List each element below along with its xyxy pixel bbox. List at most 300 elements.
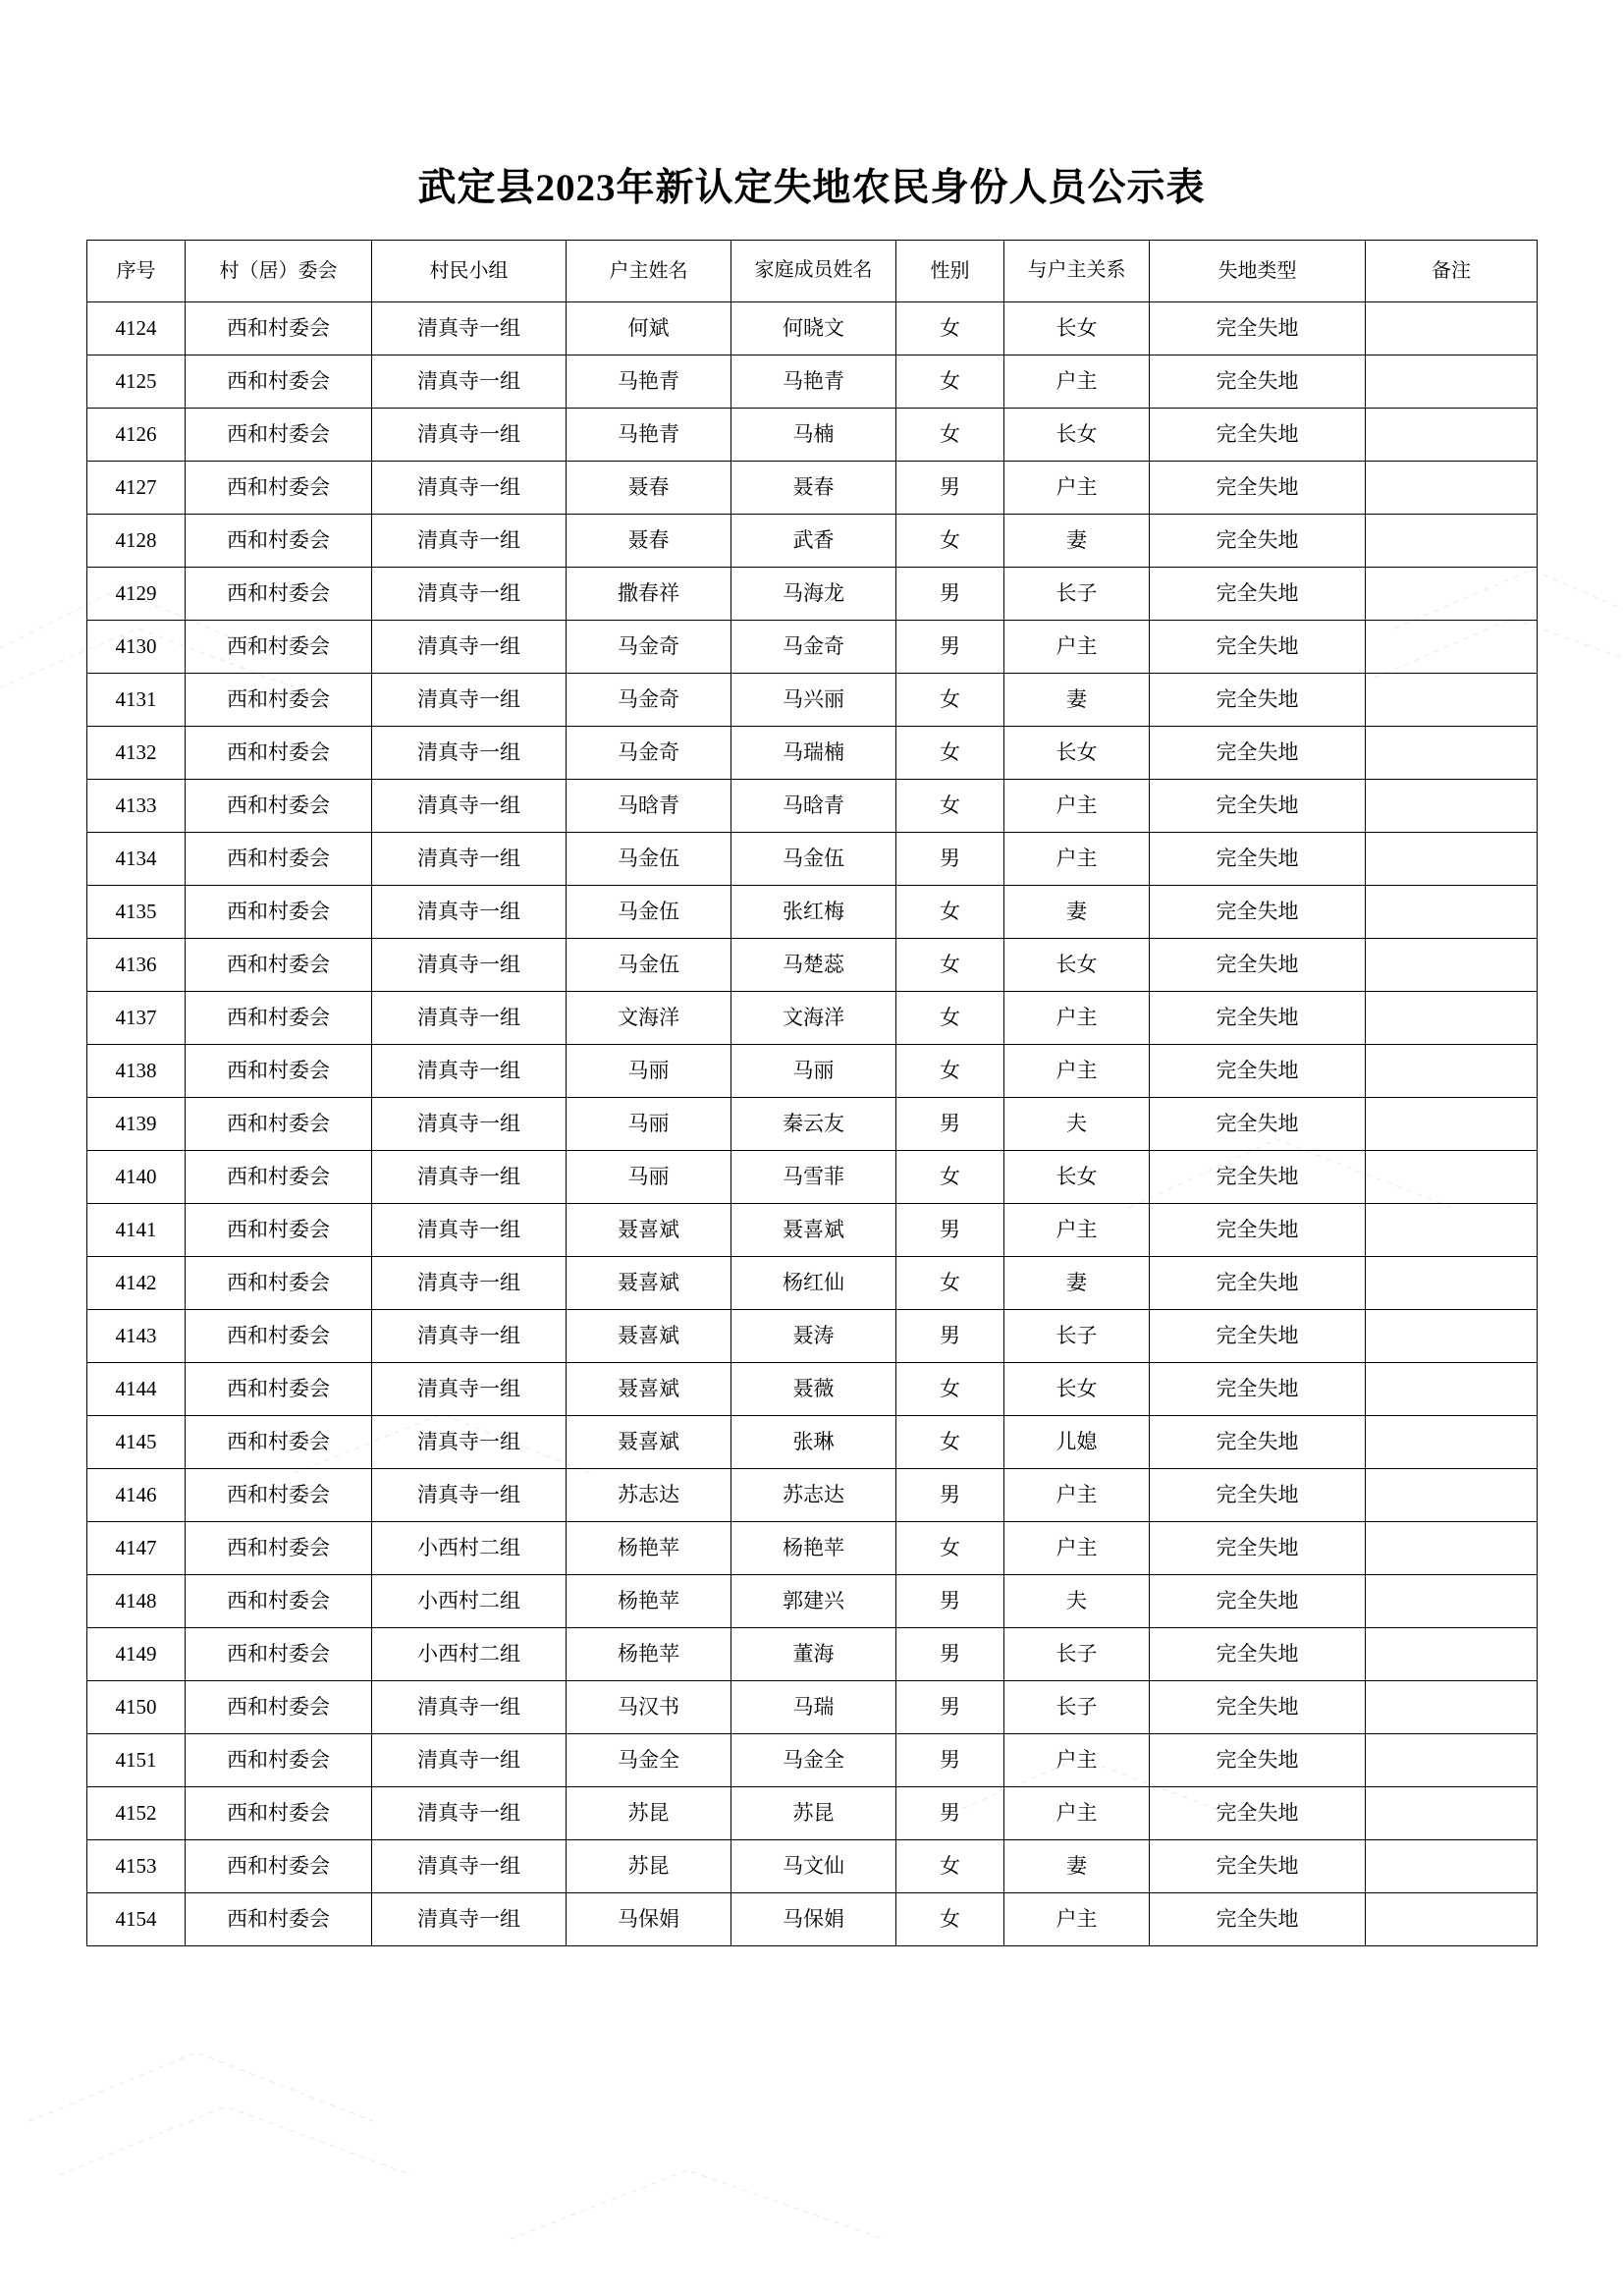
cell-member-name: 杨红仙: [731, 1257, 896, 1310]
cell-member-name: 马雪菲: [731, 1151, 896, 1204]
cell-remark: [1366, 1363, 1538, 1416]
cell-remark: [1366, 833, 1538, 886]
cell-householder: 马艳青: [567, 409, 731, 462]
cell-seq: 4127: [87, 462, 186, 515]
cell-member-name: 聂喜斌: [731, 1204, 896, 1257]
cell-remark: [1366, 515, 1538, 568]
cell-relation: 户主: [1004, 355, 1150, 409]
cell-householder: 马金奇: [567, 674, 731, 727]
cell-householder: 马汉书: [567, 1681, 731, 1734]
cell-remark: [1366, 727, 1538, 780]
cell-relation: 长女: [1004, 1151, 1150, 1204]
cell-gender: 女: [896, 886, 1004, 939]
cell-householder: 撒春祥: [567, 568, 731, 621]
cell-relation: 夫: [1004, 1575, 1150, 1628]
cell-member-name: 马瑞楠: [731, 727, 896, 780]
cell-group: 清真寺一组: [372, 1416, 567, 1469]
cell-remark: [1366, 1734, 1538, 1787]
cell-relation: 户主: [1004, 1787, 1150, 1840]
cell-householder: 马金伍: [567, 939, 731, 992]
cell-relation: 长女: [1004, 1363, 1150, 1416]
cell-seq: 4125: [87, 355, 186, 409]
cell-householder: 聂喜斌: [567, 1204, 731, 1257]
cell-village: 西和村委会: [186, 409, 372, 462]
cell-group: 清真寺一组: [372, 302, 567, 355]
cell-loss-type: 完全失地: [1150, 621, 1366, 674]
cell-seq: 4130: [87, 621, 186, 674]
table-header-row: [87, 241, 1538, 302]
cell-gender: 男: [896, 1628, 1004, 1681]
cell-loss-type: 完全失地: [1150, 674, 1366, 727]
cell-village: 西和村委会: [186, 886, 372, 939]
cell-group: 清真寺一组: [372, 355, 567, 409]
cell-remark: [1366, 886, 1538, 939]
cell-gender: 女: [896, 939, 1004, 992]
cell-relation: 妻: [1004, 515, 1150, 568]
cell-village: 西和村委会: [186, 1681, 372, 1734]
cell-relation: 户主: [1004, 1045, 1150, 1098]
cell-seq: 4150: [87, 1681, 186, 1734]
cell-seq: 4138: [87, 1045, 186, 1098]
cell-loss-type: 完全失地: [1150, 1045, 1366, 1098]
cell-relation: 长子: [1004, 1681, 1150, 1734]
cell-village: 西和村委会: [186, 1840, 372, 1893]
cell-seq: 4126: [87, 409, 186, 462]
cell-householder: 聂喜斌: [567, 1363, 731, 1416]
cell-member-name: 郭建兴: [731, 1575, 896, 1628]
cell-group: 清真寺一组: [372, 1893, 567, 1946]
cell-member-name: 董海: [731, 1628, 896, 1681]
cell-gender: 男: [896, 1469, 1004, 1522]
cell-householder: 马保娟: [567, 1893, 731, 1946]
cell-gender: 女: [896, 409, 1004, 462]
cell-group: 小西村二组: [372, 1628, 567, 1681]
cell-householder: 苏昆: [567, 1787, 731, 1840]
cell-member-name: 马金伍: [731, 833, 896, 886]
cell-relation: 妻: [1004, 886, 1150, 939]
cell-householder: 马金伍: [567, 833, 731, 886]
page-title: 武定县2023年新认定失地农民身份人员公示表: [417, 167, 1206, 209]
column-header-gender: 性别: [896, 241, 1004, 302]
cell-village: 西和村委会: [186, 1787, 372, 1840]
cell-relation: 长子: [1004, 568, 1150, 621]
cell-loss-type: 完全失地: [1150, 1310, 1366, 1363]
cell-village: 西和村委会: [186, 1628, 372, 1681]
cell-village: 西和村委会: [186, 1310, 372, 1363]
cell-loss-type: 完全失地: [1150, 1840, 1366, 1893]
cell-loss-type: 完全失地: [1150, 727, 1366, 780]
cell-householder: 苏昆: [567, 1840, 731, 1893]
cell-member-name: 马文仙: [731, 1840, 896, 1893]
cell-gender: 女: [896, 1840, 1004, 1893]
cell-householder: 聂春: [567, 462, 731, 515]
cell-seq: 4137: [87, 992, 186, 1045]
cell-member-name: 张琳: [731, 1416, 896, 1469]
cell-member-name: 杨艳苹: [731, 1522, 896, 1575]
cell-gender: 女: [896, 727, 1004, 780]
cell-loss-type: 完全失地: [1150, 1522, 1366, 1575]
cell-relation: 户主: [1004, 833, 1150, 886]
cell-member-name: 马艳青: [731, 355, 896, 409]
cell-seq: 4132: [87, 727, 186, 780]
cell-group: 清真寺一组: [372, 833, 567, 886]
cell-relation: 长子: [1004, 1628, 1150, 1681]
cell-member-name: 马海龙: [731, 568, 896, 621]
cell-village: 西和村委会: [186, 355, 372, 409]
cell-group: 清真寺一组: [372, 939, 567, 992]
cell-group: 清真寺一组: [372, 992, 567, 1045]
cell-remark: [1366, 462, 1538, 515]
cell-seq: 4128: [87, 515, 186, 568]
cell-relation: 户主: [1004, 462, 1150, 515]
table-row: [87, 1522, 1538, 1575]
cell-gender: 男: [896, 1681, 1004, 1734]
cell-group: 清真寺一组: [372, 1840, 567, 1893]
cell-remark: [1366, 992, 1538, 1045]
cell-gender: 女: [896, 1151, 1004, 1204]
cell-seq: 4142: [87, 1257, 186, 1310]
cell-householder: 马丽: [567, 1151, 731, 1204]
table-row: [87, 302, 1538, 355]
table-row: [87, 621, 1538, 674]
cell-group: 清真寺一组: [372, 727, 567, 780]
cell-householder: 马金奇: [567, 621, 731, 674]
cell-member-name: 张红梅: [731, 886, 896, 939]
cell-householder: 杨艳苹: [567, 1628, 731, 1681]
cell-relation: 户主: [1004, 1734, 1150, 1787]
cell-remark: [1366, 355, 1538, 409]
cell-seq: 4145: [87, 1416, 186, 1469]
cell-gender: 男: [896, 462, 1004, 515]
cell-remark: [1366, 1893, 1538, 1946]
table-row: [87, 462, 1538, 515]
cell-member-name: 马楠: [731, 409, 896, 462]
cell-remark: [1366, 1257, 1538, 1310]
column-header-member-name: [731, 241, 896, 302]
cell-gender: 男: [896, 833, 1004, 886]
column-header-member-name-text: 家庭成员姓名: [754, 259, 873, 282]
cell-remark: [1366, 1416, 1538, 1469]
cell-householder: 聂喜斌: [567, 1257, 731, 1310]
cell-remark: [1366, 1151, 1538, 1204]
column-header-relation-text: 与户主关系: [1027, 259, 1126, 282]
table-row: [87, 409, 1538, 462]
cell-group: 清真寺一组: [372, 1045, 567, 1098]
cell-seq: 4149: [87, 1628, 186, 1681]
table-row: [87, 1310, 1538, 1363]
cell-householder: 马丽: [567, 1045, 731, 1098]
column-header-loss-type: 失地类型: [1150, 241, 1366, 302]
cell-group: 清真寺一组: [372, 621, 567, 674]
cell-gender: 女: [896, 302, 1004, 355]
cell-group: 清真寺一组: [372, 886, 567, 939]
cell-loss-type: 完全失地: [1150, 409, 1366, 462]
cell-householder: 杨艳苹: [567, 1575, 731, 1628]
cell-relation: 户主: [1004, 1893, 1150, 1946]
cell-seq: 4147: [87, 1522, 186, 1575]
cell-gender: 男: [896, 1098, 1004, 1151]
cell-village: 西和村委会: [186, 992, 372, 1045]
cell-village: 西和村委会: [186, 1734, 372, 1787]
cell-loss-type: 完全失地: [1150, 939, 1366, 992]
cell-seq: 4140: [87, 1151, 186, 1204]
cell-gender: 女: [896, 1522, 1004, 1575]
cell-relation: 长子: [1004, 1310, 1150, 1363]
cell-group: 小西村二组: [372, 1575, 567, 1628]
cell-loss-type: 完全失地: [1150, 780, 1366, 833]
cell-loss-type: 完全失地: [1150, 1151, 1366, 1204]
cell-gender: 女: [896, 1257, 1004, 1310]
cell-gender: 女: [896, 515, 1004, 568]
cell-householder: 马金全: [567, 1734, 731, 1787]
cell-relation: 长女: [1004, 302, 1150, 355]
public-notice-table: [86, 240, 1538, 1946]
cell-village: 西和村委会: [186, 462, 372, 515]
cell-loss-type: 完全失地: [1150, 462, 1366, 515]
cell-loss-type: 完全失地: [1150, 1469, 1366, 1522]
cell-gender: 女: [896, 780, 1004, 833]
column-header-group: 村民小组: [372, 241, 567, 302]
table-row: [87, 1787, 1538, 1840]
cell-remark: [1366, 1575, 1538, 1628]
cell-remark: [1366, 1628, 1538, 1681]
cell-relation: 儿媳: [1004, 1416, 1150, 1469]
cell-group: 清真寺一组: [372, 1257, 567, 1310]
cell-relation: 户主: [1004, 780, 1150, 833]
cell-seq: 4135: [87, 886, 186, 939]
cell-householder: 苏志达: [567, 1469, 731, 1522]
cell-member-name: 马金全: [731, 1734, 896, 1787]
table-row: [87, 674, 1538, 727]
cell-group: 小西村二组: [372, 1522, 567, 1575]
cell-remark: [1366, 1469, 1538, 1522]
cell-householder: 马丽: [567, 1098, 731, 1151]
cell-remark: [1366, 1204, 1538, 1257]
table-row: [87, 833, 1538, 886]
cell-seq: 4139: [87, 1098, 186, 1151]
table-body: [87, 302, 1538, 1946]
table-row: [87, 780, 1538, 833]
cell-seq: 4144: [87, 1363, 186, 1416]
cell-gender: 女: [896, 1045, 1004, 1098]
cell-seq: 4151: [87, 1734, 186, 1787]
cell-seq: 4148: [87, 1575, 186, 1628]
cell-remark: [1366, 568, 1538, 621]
cell-member-name: 聂春: [731, 462, 896, 515]
cell-loss-type: 完全失地: [1150, 355, 1366, 409]
cell-seq: 4152: [87, 1787, 186, 1840]
cell-group: 清真寺一组: [372, 1363, 567, 1416]
cell-member-name: 何晓文: [731, 302, 896, 355]
table-row: [87, 568, 1538, 621]
cell-village: 西和村委会: [186, 1522, 372, 1575]
cell-village: 西和村委会: [186, 780, 372, 833]
cell-relation: 长女: [1004, 727, 1150, 780]
cell-remark: [1366, 1098, 1538, 1151]
cell-householder: 聂喜斌: [567, 1310, 731, 1363]
cell-loss-type: 完全失地: [1150, 568, 1366, 621]
cell-householder: 何斌: [567, 302, 731, 355]
table-row: [87, 992, 1538, 1045]
cell-village: 西和村委会: [186, 1098, 372, 1151]
cell-member-name: 文海洋: [731, 992, 896, 1045]
cell-remark: [1366, 621, 1538, 674]
cell-relation: 妻: [1004, 1840, 1150, 1893]
cell-village: 西和村委会: [186, 833, 372, 886]
column-header-householder: 户主姓名: [567, 241, 731, 302]
cell-loss-type: 完全失地: [1150, 1893, 1366, 1946]
cell-village: 西和村委会: [186, 1893, 372, 1946]
cell-relation: 户主: [1004, 1522, 1150, 1575]
column-header-remark: 备注: [1366, 241, 1538, 302]
cell-gender: 男: [896, 1734, 1004, 1787]
cell-remark: [1366, 939, 1538, 992]
table-row: [87, 1681, 1538, 1734]
cell-village: 西和村委会: [186, 302, 372, 355]
table-row: [87, 1628, 1538, 1681]
cell-gender: 男: [896, 568, 1004, 621]
cell-member-name: 聂薇: [731, 1363, 896, 1416]
cell-village: 西和村委会: [186, 1469, 372, 1522]
cell-group: 清真寺一组: [372, 1734, 567, 1787]
cell-remark: [1366, 1681, 1538, 1734]
cell-group: 清真寺一组: [372, 1681, 567, 1734]
table-row: [87, 515, 1538, 568]
cell-member-name: 秦云友: [731, 1098, 896, 1151]
cell-gender: 男: [896, 621, 1004, 674]
cell-remark: [1366, 1522, 1538, 1575]
cell-village: 西和村委会: [186, 727, 372, 780]
cell-relation: 户主: [1004, 1204, 1150, 1257]
cell-gender: 男: [896, 1787, 1004, 1840]
cell-relation: 夫: [1004, 1098, 1150, 1151]
cell-loss-type: 完全失地: [1150, 1098, 1366, 1151]
cell-relation: 户主: [1004, 621, 1150, 674]
cell-member-name: 聂涛: [731, 1310, 896, 1363]
cell-loss-type: 完全失地: [1150, 1681, 1366, 1734]
table-row: [87, 355, 1538, 409]
cell-group: 清真寺一组: [372, 1151, 567, 1204]
cell-village: 西和村委会: [186, 1257, 372, 1310]
cell-relation: 长女: [1004, 939, 1150, 992]
cell-remark: [1366, 780, 1538, 833]
cell-householder: 马金伍: [567, 886, 731, 939]
cell-remark: [1366, 302, 1538, 355]
cell-loss-type: 完全失地: [1150, 1734, 1366, 1787]
cell-group: 清真寺一组: [372, 1787, 567, 1840]
cell-village: 西和村委会: [186, 568, 372, 621]
cell-relation: 户主: [1004, 992, 1150, 1045]
cell-gender: 男: [896, 1310, 1004, 1363]
cell-seq: 4131: [87, 674, 186, 727]
table-row: [87, 1840, 1538, 1893]
cell-gender: 女: [896, 674, 1004, 727]
cell-householder: 杨艳苹: [567, 1522, 731, 1575]
cell-seq: 4133: [87, 780, 186, 833]
table-row: [87, 886, 1538, 939]
cell-seq: 4134: [87, 833, 186, 886]
table-container: [0, 240, 1623, 1946]
cell-village: 西和村委会: [186, 1204, 372, 1257]
cell-group: 清真寺一组: [372, 1204, 567, 1257]
cell-gender: 男: [896, 1575, 1004, 1628]
cell-remark: [1366, 1045, 1538, 1098]
cell-group: 清真寺一组: [372, 1310, 567, 1363]
cell-group: 清真寺一组: [372, 515, 567, 568]
cell-group: 清真寺一组: [372, 1469, 567, 1522]
table-row: [87, 1257, 1538, 1310]
column-header-seq: 序号: [87, 241, 186, 302]
cell-householder: 聂春: [567, 515, 731, 568]
cell-householder: 文海洋: [567, 992, 731, 1045]
table-row: [87, 1893, 1538, 1946]
column-header-relation: [1004, 241, 1150, 302]
cell-seq: 4154: [87, 1893, 186, 1946]
column-header-village: 村（居）委会: [186, 241, 372, 302]
cell-gender: 女: [896, 1363, 1004, 1416]
table-row: [87, 727, 1538, 780]
cell-seq: 4129: [87, 568, 186, 621]
cell-remark: [1366, 1840, 1538, 1893]
cell-member-name: 马瑞: [731, 1681, 896, 1734]
cell-seq: 4146: [87, 1469, 186, 1522]
table-row: [87, 1151, 1538, 1204]
cell-gender: 女: [896, 1416, 1004, 1469]
cell-member-name: 马丽: [731, 1045, 896, 1098]
cell-gender: 女: [896, 355, 1004, 409]
cell-village: 西和村委会: [186, 515, 372, 568]
table-row: [87, 1204, 1538, 1257]
table-row: [87, 939, 1538, 992]
cell-seq: 4124: [87, 302, 186, 355]
table-row: [87, 1575, 1538, 1628]
cell-householder: 聂喜斌: [567, 1416, 731, 1469]
cell-group: 清真寺一组: [372, 409, 567, 462]
cell-loss-type: 完全失地: [1150, 886, 1366, 939]
cell-householder: 马艳青: [567, 355, 731, 409]
cell-village: 西和村委会: [186, 1575, 372, 1628]
cell-remark: [1366, 409, 1538, 462]
cell-group: 清真寺一组: [372, 462, 567, 515]
cell-member-name: 马金奇: [731, 621, 896, 674]
cell-village: 西和村委会: [186, 1151, 372, 1204]
cell-group: 清真寺一组: [372, 674, 567, 727]
cell-member-name: 马保娟: [731, 1893, 896, 1946]
cell-loss-type: 完全失地: [1150, 1204, 1366, 1257]
cell-village: 西和村委会: [186, 939, 372, 992]
cell-gender: 女: [896, 992, 1004, 1045]
cell-loss-type: 完全失地: [1150, 1575, 1366, 1628]
cell-remark: [1366, 1310, 1538, 1363]
cell-relation: 妻: [1004, 674, 1150, 727]
cell-member-name: 苏昆: [731, 1787, 896, 1840]
cell-village: 西和村委会: [186, 1045, 372, 1098]
cell-member-name: 马晗青: [731, 780, 896, 833]
cell-loss-type: 完全失地: [1150, 1363, 1366, 1416]
cell-seq: 4136: [87, 939, 186, 992]
cell-member-name: 武香: [731, 515, 896, 568]
table-row: [87, 1045, 1538, 1098]
table-row: [87, 1363, 1538, 1416]
cell-member-name: 马兴丽: [731, 674, 896, 727]
cell-seq: 4143: [87, 1310, 186, 1363]
cell-member-name: 马楚蕊: [731, 939, 896, 992]
cell-loss-type: 完全失地: [1150, 833, 1366, 886]
cell-group: 清真寺一组: [372, 1098, 567, 1151]
cell-loss-type: 完全失地: [1150, 302, 1366, 355]
cell-village: 西和村委会: [186, 621, 372, 674]
cell-householder: 马晗青: [567, 780, 731, 833]
